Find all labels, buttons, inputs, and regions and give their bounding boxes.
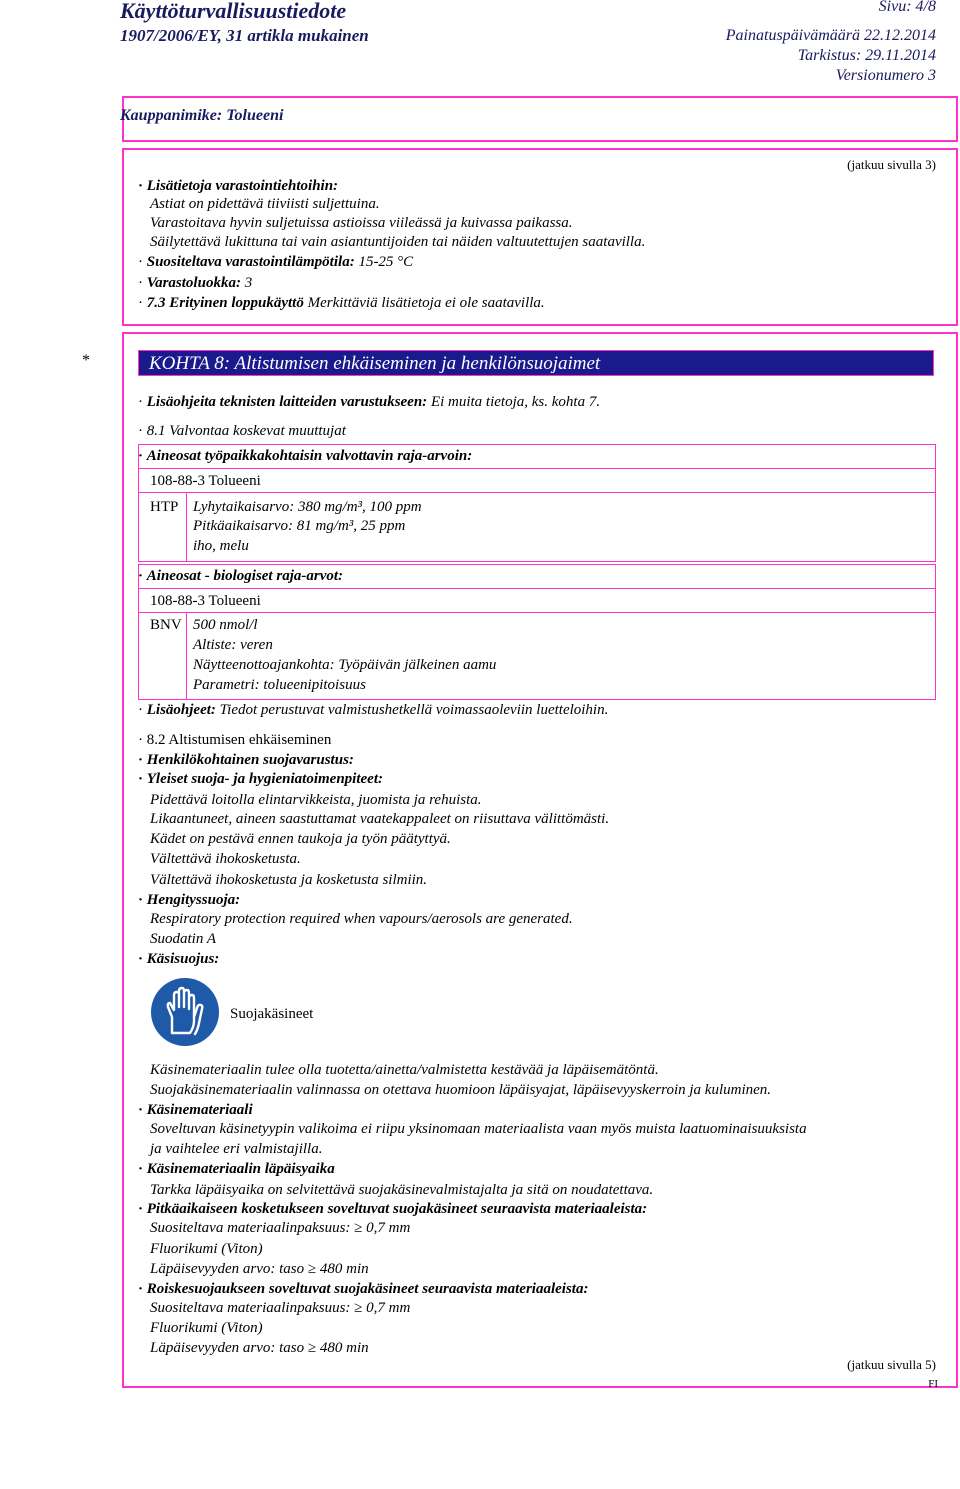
- storage-info-label: · Lisätietoja varastointiehtoihin:: [138, 176, 338, 196]
- storage-line: Varastoitava hyvin suljetuissa astioissa viileässä ja kuivassa paikassa.: [150, 215, 573, 231]
- divider: [138, 468, 935, 469]
- revision-date: Tarkistus: 29.11.2014: [797, 47, 936, 64]
- special-end-use-value: Merkittäviä lisätietoja ei ole saatavilla.: [307, 295, 545, 311]
- storage-line: Astiat on pidettävä tiiviisti suljettuina.: [150, 196, 380, 212]
- hygiene-label: · Yleiset suoja- ja hygieniatoimenpiteet:: [138, 769, 383, 789]
- limits-value: Lyhytaikaisarvo: 380 mg/m³, 100 ppm: [193, 499, 422, 515]
- continued-to: (jatkuu sivulla 5): [847, 1357, 936, 1372]
- print-date: Painatuspäivämäärä 22.12.2014: [725, 27, 936, 44]
- revision-marker: *: [82, 352, 90, 369]
- biological-limits-label: · Aineosat - biologiset raja-arvot:: [138, 566, 343, 586]
- bio-substance: 108-88-3 Tolueeni: [150, 593, 261, 609]
- gloves-caption: Suojakäsineet: [230, 1006, 314, 1022]
- longterm-gloves-line: Suositeltava materiaalinpaksuus: ≥ 0,7 mm: [150, 1220, 411, 1236]
- hand-protection-label: · Käsisuojus:: [138, 949, 219, 969]
- section8-heading: KOHTA 8: Altistumisen ehkäiseminen ja henkilönsuojaimet: [138, 350, 934, 376]
- divider: [138, 612, 935, 613]
- limits-value: iho, melu: [193, 538, 249, 554]
- special-end-use-label: 7.3 Erityinen loppukäyttö: [146, 295, 304, 311]
- document-title: Käyttöturvallisuustiedote: [120, 0, 347, 23]
- hygiene-line: Pidettävä loitolla elintarvikkeista, juomista ja rehuista.: [150, 792, 482, 808]
- limits-value: Pitkäaikaisarvo: 81 mg/m³, 25 ppm: [193, 518, 406, 534]
- storage-class-value: 3: [244, 275, 253, 291]
- storage-class-label: Varastoluokka:: [146, 275, 241, 291]
- bio-value: Parametri: tolueenipitoisuus: [193, 677, 366, 693]
- hygiene-line: Likaantuneet, aineen saastuttamat vaatekappaleet on riisuttava välittömästi.: [150, 811, 610, 827]
- hygiene-line: Kädet on pestävä ennen taukoja ja työn päätyttyä.: [150, 831, 451, 847]
- version-number: Versionumero 3: [835, 67, 936, 84]
- gloves-pictogram: [150, 977, 220, 1047]
- penetration-label: · Käsinemateriaalin läpäisyaika: [138, 1159, 335, 1179]
- tech-measures-label: Lisäohjeita teknisten laitteiden varustukseen:: [146, 394, 428, 410]
- tech-measures: [138, 392, 600, 412]
- storage-temp-value: 15-25 °C: [358, 254, 414, 270]
- splash-gloves-label: · Roiskesuojaukseen soveltuvat suojakäsineet seuraavista materiaaleista:: [138, 1279, 588, 1299]
- respiratory-line: Respiratory protection required when vapours/aerosols are generated.: [150, 911, 573, 927]
- limits-substance: 108-88-3 Tolueeni: [150, 473, 261, 489]
- respiratory-label: · Hengityssuoja:: [138, 890, 240, 910]
- hand-line: Suojakäsinemateriaalin valinnassa on otettava huomioon läpäisyajat, läpäisevyyskerroin ja kuluminen.: [150, 1082, 772, 1098]
- limits-code: HTP: [150, 499, 179, 515]
- gloves-icon: [150, 977, 220, 1047]
- splash-gloves-line: Läpäisevyyden arvo: taso ≥ 480 min: [150, 1340, 369, 1356]
- storage-temp-label: Suositeltava varastointilämpötila:: [146, 254, 355, 270]
- divider: [138, 492, 935, 493]
- control-parameters-heading: · 8.1 Valvontaa koskevat muuttujat: [138, 421, 346, 441]
- longterm-gloves-line: Läpäisevyyden arvo: taso ≥ 480 min: [150, 1261, 369, 1277]
- bio-value: Altiste: veren: [193, 637, 273, 653]
- hand-line: Käsinemateriaalin tulee olla tuotetta/ainetta/valmistetta kestävää ja läpäisemätöntä.: [150, 1062, 659, 1078]
- page-number: Sivu: 4/8: [878, 0, 936, 15]
- bio-value: 500 nmol/l: [193, 617, 258, 633]
- continued-from: (jatkuu sivulla 3): [847, 157, 936, 172]
- bio-value: Näytteenottoajankohta: Työpäivän jälkeinen aamu: [193, 657, 497, 673]
- storage-line: Säilytettävä lukittuna tai vain asiantuntijoiden tai näiden valtuutettujen saatavilla.: [150, 234, 646, 250]
- additional-info-value: Tiedot perustuvat valmistushetkellä voimassaoleviin luetteloihin.: [219, 702, 609, 718]
- glove-material-label: · Käsinemateriaali: [138, 1100, 253, 1120]
- hygiene-line: Vältettävä ihokosketusta.: [150, 851, 301, 867]
- special-end-use: [138, 293, 545, 313]
- occupational-limits-label: · Aineosat työpaikkakohtaisin valvottavin raja-arvoin:: [138, 446, 472, 466]
- glove-material-line: ja vaihtelee eri valmistajilla.: [150, 1141, 323, 1157]
- splash-gloves-line: Fluorikumi (Viton): [150, 1320, 263, 1336]
- language-code: FI: [928, 1378, 938, 1390]
- divider: [186, 492, 187, 561]
- bio-code: BNV: [150, 617, 182, 633]
- ppe-label: · Henkilökohtainen suojavarustus:: [138, 750, 354, 770]
- glove-material-line: Soveltuvan käsinetyypin valikoima ei riipu yksinomaan materiaalista vaan myös muista laatuominaisuuksista: [150, 1121, 807, 1137]
- longterm-gloves-line: Fluorikumi (Viton): [150, 1241, 263, 1257]
- storage-temp: [138, 252, 413, 272]
- longterm-gloves-label: · Pitkäaikaiseen kosketukseen soveltuvat suojakäsineet seuraavista materiaaleista:: [138, 1199, 647, 1219]
- divider: [186, 612, 187, 699]
- hygiene-line: Vältettävä ihokosketusta ja kosketusta silmiin.: [150, 872, 428, 888]
- regulation-subtitle: 1907/2006/EY, 31 artikla mukainen: [120, 26, 369, 45]
- storage-class: [138, 273, 252, 293]
- splash-gloves-line: Suositeltava materiaalinpaksuus: ≥ 0,7 mm: [150, 1300, 411, 1316]
- additional-info-label: Lisäohjeet:: [146, 702, 216, 718]
- penetration-value: Tarkka läpäisyaika on selvitettävä suojakäsinevalmistajalta ja sitä on noudatettava.: [150, 1182, 654, 1198]
- trade-name-box: [122, 96, 958, 142]
- trade-name: Kauppanimike: Tolueeni: [120, 107, 284, 124]
- tech-measures-value: Ei muita tietoja, ks. kohta 7.: [430, 394, 601, 410]
- additional-info: [138, 700, 608, 720]
- divider: [138, 588, 935, 589]
- exposure-controls-heading: · 8.2 Altistumisen ehkäiseminen: [138, 730, 331, 750]
- respiratory-line: Suodatin A: [150, 931, 216, 947]
